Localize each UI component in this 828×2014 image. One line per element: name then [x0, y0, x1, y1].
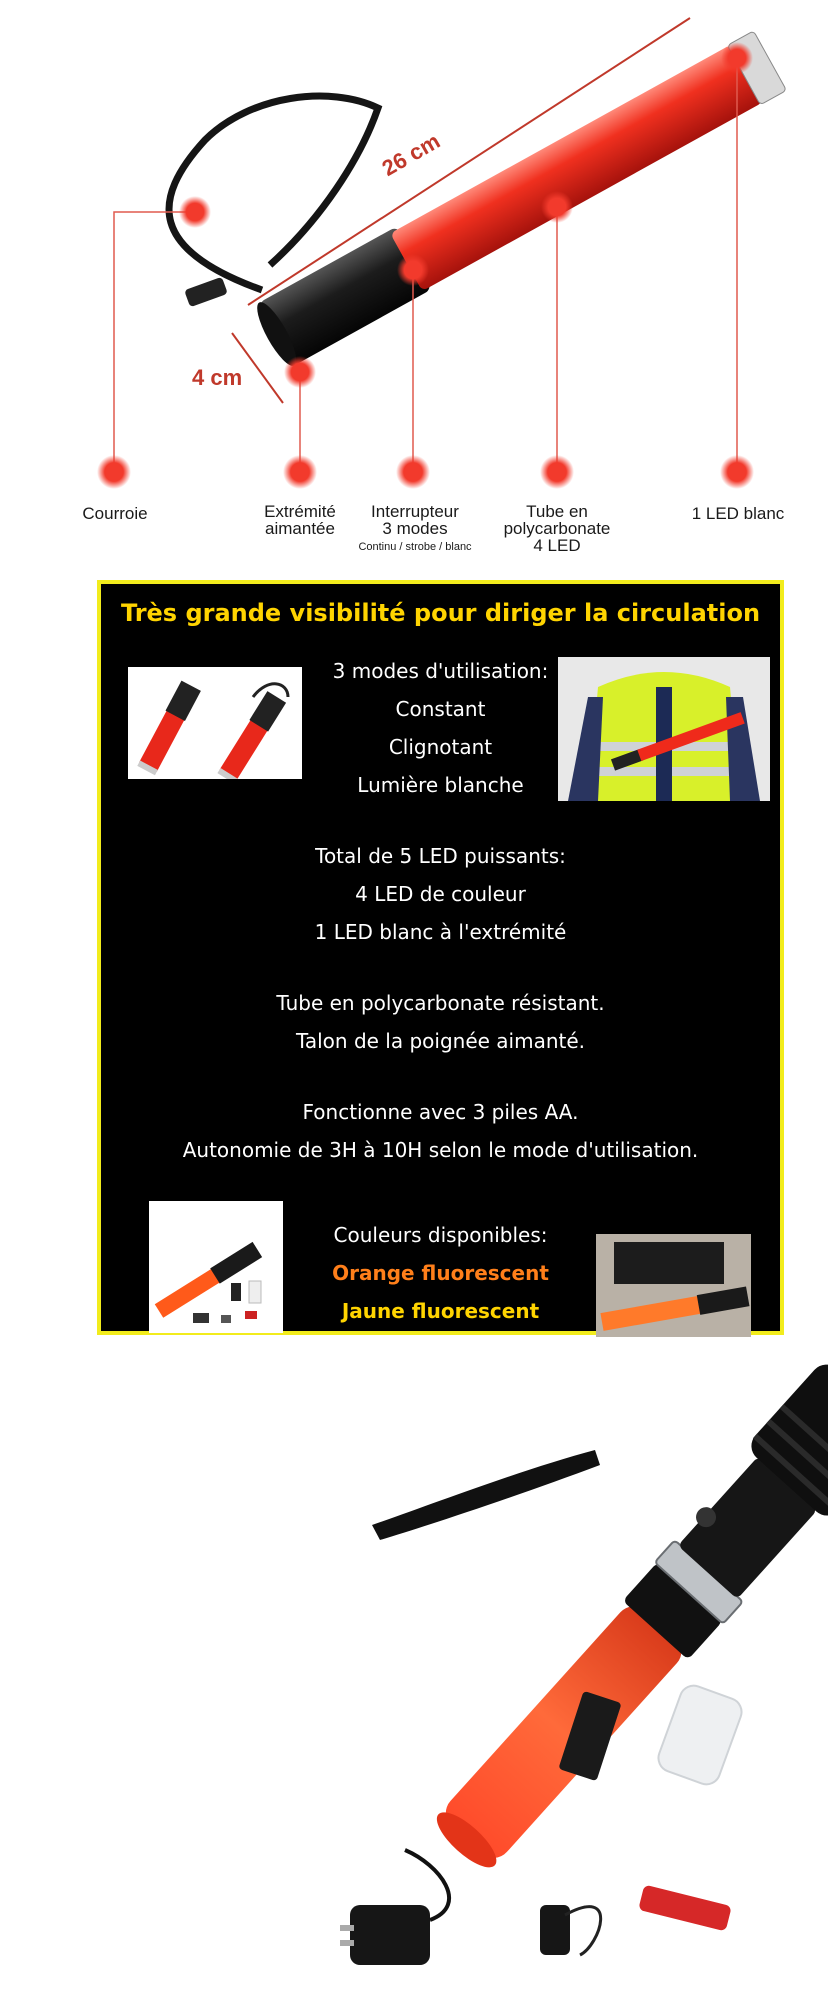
panel-title: Très grande visibilité pour diriger la circulation	[120, 599, 761, 627]
length-label: 26 cm	[377, 128, 445, 181]
mode-item-3: Lumière blanche	[357, 773, 524, 797]
marker-led	[721, 42, 753, 74]
product-photo	[0, 1345, 828, 2014]
label-strap	[60, 505, 170, 522]
label-dot-switch	[396, 455, 430, 489]
tube	[390, 44, 763, 291]
label-magnetic-line2: aimantée	[265, 519, 335, 538]
led-line-2: 1 LED blanc à l'extrémité	[314, 920, 567, 944]
battery-line-2: Autonomie de 3H à 10H selon le mode d'utilisation.	[182, 1138, 699, 1162]
material-line-2: Talon de la poignée aimanté.	[295, 1029, 586, 1053]
led-title: Total de 5 LED puissants:	[315, 844, 566, 868]
label-switch	[335, 503, 495, 556]
mode-item-2: Clignotant	[388, 735, 493, 759]
strap-clip	[184, 277, 228, 308]
label-switch-line1: Interrupteur	[371, 502, 459, 521]
battery-line-1: Fonctionne avec 3 piles AA.	[302, 1100, 579, 1124]
width-label: 4 cm	[192, 365, 243, 390]
rechargeable-battery	[638, 1884, 732, 1931]
dimension-diagram	[0, 0, 828, 575]
label-tube-line1: Tube en	[526, 502, 588, 521]
lanyard	[372, 1450, 600, 1540]
led-line-1: 4 LED de couleur	[355, 882, 526, 906]
white-diffuser	[655, 1682, 746, 1788]
label-strap-text: Courroie	[82, 504, 148, 523]
marker-tube	[541, 191, 573, 223]
car-charger	[540, 1905, 570, 1955]
label-dot-led	[720, 455, 754, 489]
label-led-text: 1 LED blanc	[691, 504, 785, 523]
leader-strap	[114, 212, 195, 472]
modes-title: 3 modes d'utilisation:	[332, 659, 549, 683]
marker-switch	[397, 254, 429, 286]
mode-item-1: Constant	[395, 697, 486, 721]
marker-magnetic	[284, 356, 316, 388]
label-magnetic-line1: Extrémité	[264, 502, 336, 521]
material-line-1: Tube en polycarbonate résistant.	[276, 991, 605, 1015]
label-tube-line2: polycarbonate	[503, 519, 611, 538]
wall-charger	[350, 1905, 430, 1965]
color-orange: Orange fluorescent	[332, 1261, 549, 1285]
baton-diagram-illustration	[0, 0, 828, 575]
red-light-tube	[438, 1599, 689, 1865]
colors-title: Couleurs disponibles:	[333, 1223, 548, 1247]
info-panel	[97, 580, 784, 1335]
label-dot-strap	[97, 455, 131, 489]
label-led	[672, 505, 804, 522]
label-dot-magnetic	[283, 455, 317, 489]
label-switch-line2: 3 modes	[382, 519, 448, 538]
color-yellow: Jaune fluorescent	[341, 1299, 540, 1323]
label-tube-line3: 4 LED	[533, 536, 581, 555]
label-dot-tube	[540, 455, 574, 489]
marker-strap	[179, 196, 211, 228]
label-tube	[487, 503, 627, 554]
label-switch-line3: Continu / strobe / blanc	[358, 541, 472, 553]
